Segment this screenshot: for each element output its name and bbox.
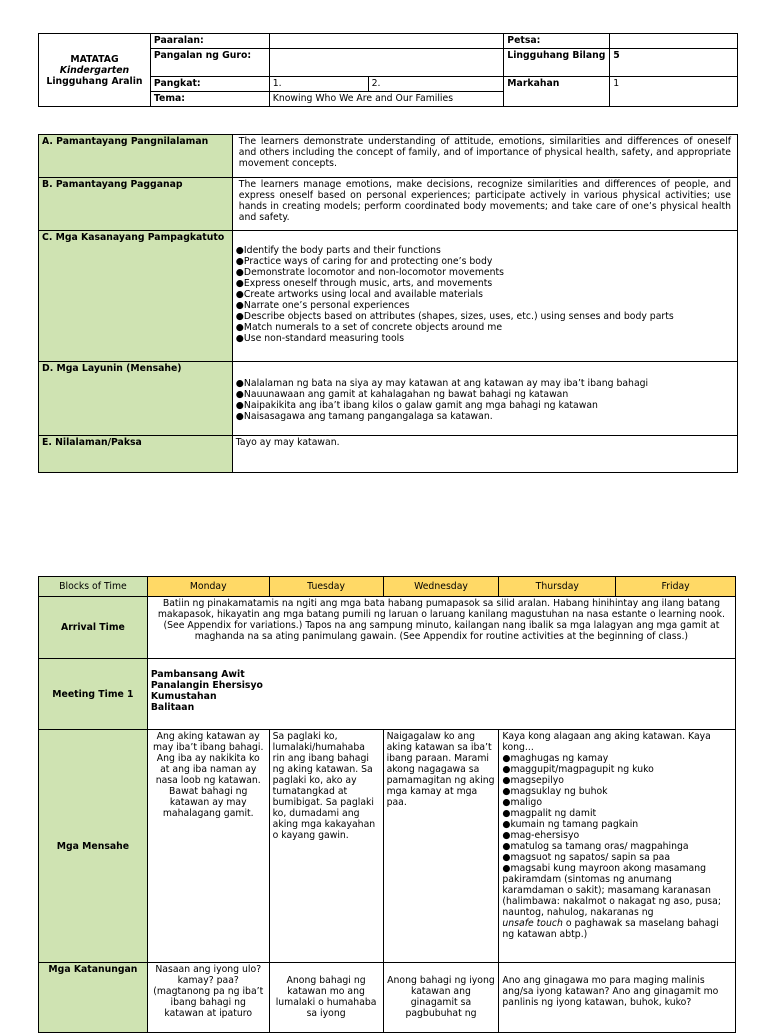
pangkat-1: 1. bbox=[269, 77, 368, 92]
mensahe-thursday: Kaya kong alagaan ang aking katawan. Kaya kong... ● maghugas ng kamay ● maggupit/magpagupit ng kuko ● magsepilyo ● magsuklay ng buhok ● maligo ● magpalit ng damit ● kumain ng tamang pagkain ● mag-ehersisyo ● matulog sa tamang oras/ magpahinga ● magsuot ng sapatos/ sapin sa paa ● magsabi kung mayroon akong masamang pakiramdam (sintomas ng anumang karamdaman o sakit); masamang karanasan (halimbawa: nakalmot o nakagat ng aso, pusa; nauntog, nahulog, nakaranas ng unsafe touch o paghawak sa maselang bahagi ng katawan abtp.) bbox=[499, 730, 736, 963]
list-item: ● maggupit/magpagupit ng kuko bbox=[502, 764, 732, 775]
list-item: ● Naisasagawa ang tamang pangangalaga sa katawan. bbox=[236, 411, 734, 422]
petsa-label: Petsa: bbox=[504, 34, 610, 49]
standard-a-text: The learners demonstrate understanding of attitude, emotions, similarities and differences of oneself and others including the concept of family, and of importance of physical health, safety, and appropriate movement concepts. bbox=[232, 135, 737, 178]
markahan-value: 1 bbox=[610, 77, 738, 107]
list-item: ● maligo bbox=[502, 797, 732, 808]
col-wednesday: Wednesday bbox=[383, 577, 499, 597]
list-item: ● magpalit ng damit bbox=[502, 808, 732, 819]
list-item: ● magsuot ng sapatos/ sapin sa paa bbox=[502, 852, 732, 863]
list-item: ● mag-ehersisyo bbox=[502, 830, 732, 841]
mensahe-wednesday: Naigagalaw ko ang aking katawan sa iba’t ibang paraan. Marami akong nagagawa sa pamamagitan ng aking mga kamay at mga paa. bbox=[383, 730, 499, 963]
pangkat-2: 2. bbox=[368, 77, 504, 92]
lingguhang-value: 5 bbox=[610, 49, 738, 77]
list-item: ● Naipakikita ang iba’t ibang kilos o galaw gamit ang mga bahagi ng katawan bbox=[236, 400, 734, 411]
list-item: ● kumain ng tamang pagkain bbox=[502, 819, 732, 830]
meeting-time-label: Meeting Time 1 bbox=[39, 659, 148, 730]
lesson-title: MATATAG Kindergarten Lingguhang Aralin bbox=[39, 34, 151, 107]
standard-e-text: Tayo ay may katawan. bbox=[232, 436, 737, 473]
col-blocks-of-time: Blocks of Time bbox=[39, 577, 148, 597]
markahan-label: Markahan bbox=[504, 77, 610, 107]
standard-d-list bbox=[232, 362, 737, 436]
mensahe-label: Mga Mensahe bbox=[39, 730, 148, 963]
list-item: ● Use non-standard measuring tools bbox=[236, 333, 734, 344]
standard-b-label: B. Pamantayang Pagganap bbox=[39, 178, 233, 231]
list-item: ● Demonstrate locomotor and non-locomotor movements bbox=[236, 267, 734, 278]
list-item: ● Create artworks using local and available materials bbox=[236, 289, 734, 300]
katanungan-tuesday: Anong bahagi ng katawan mo ang lumalaki o humahaba sa iyong bbox=[269, 963, 383, 1033]
list-item: ● Practice ways of caring for and protecting one’s body bbox=[236, 256, 734, 267]
standards-table bbox=[38, 134, 738, 473]
guro-label: Pangalan ng Guro: bbox=[150, 49, 269, 77]
mensahe-monday: Ang aking katawan ay may iba’t ibang bahagi. Ang iba ay nakikita ko at ang iba naman ay nasa loob ng katawan. Bawat bahagi ng katawan ay may mahalagang gamit. bbox=[147, 730, 269, 963]
petsa-value bbox=[610, 34, 738, 49]
list-item: ● Express oneself through music, arts, and movements bbox=[236, 278, 734, 289]
tema-label: Tema: bbox=[150, 92, 269, 107]
paaralan-label: Paaralan: bbox=[150, 34, 269, 49]
list-item: ● matulog sa tamang oras/ magpahinga bbox=[502, 841, 732, 852]
standard-e-label: E. Nilalaman/Paksa bbox=[39, 436, 233, 473]
list-item: ● Narrate one’s personal experiences bbox=[236, 300, 734, 311]
list-item: ● magsuklay ng buhok bbox=[502, 786, 732, 797]
col-thursday: Thursday bbox=[499, 577, 616, 597]
standard-a-label: A. Pamantayang Pangnilalaman bbox=[39, 135, 233, 178]
list-item: ● Nalalaman ng bata na siya ay may katawan at ang katawan ay may iba’t ibang bahagi bbox=[236, 378, 734, 389]
lingguhang-label: Lingguhang Bilang bbox=[504, 49, 610, 77]
list-item: ● Match numerals to a set of concrete objects around me bbox=[236, 322, 734, 333]
pangkat-label: Pangkat: bbox=[150, 77, 269, 92]
standard-c-list bbox=[232, 231, 737, 362]
standard-c-label: C. Mga Kasanayang Pampagkatuto bbox=[39, 231, 233, 362]
list-item: ● maghugas ng kamay bbox=[502, 753, 732, 764]
arrival-time-label: Arrival Time bbox=[39, 597, 148, 659]
schedule-table bbox=[38, 576, 736, 1033]
col-tuesday: Tuesday bbox=[269, 577, 383, 597]
katanungan-thursday: Ano ang ginagawa mo para maging malinis ang/sa iyong katawan? Ano ang ginagamit mo panlinis ng iyong katawan, buhok, kuko? bbox=[499, 963, 736, 1033]
katanungan-monday: Nasaan ang iyong ulo? kamay? paa? (magtanong pa ng iba’t ibang bahagi ng katawan at ipaturo bbox=[147, 963, 269, 1033]
mensahe-tuesday: Sa paglaki ko, lumalaki/humahaba rin ang ibang bahagi ng aking katawan. Sa paglaki ko, ako ay tumatangkad at bumibigat. Sa paglaki ko, dumadami ang aking mga kakayahan o kayang gawin. bbox=[269, 730, 383, 963]
header-table bbox=[38, 33, 738, 107]
list-item: ● magsabi kung mayroon akong masamang pakiramdam (sintomas ng anumang karamdaman o sakit); masamang karanasan (halimbawa: nakalmot o nakagat ng aso, pusa; nauntog, nahulog, nakaranas ng bbox=[502, 863, 732, 918]
paaralan-value bbox=[269, 34, 504, 49]
list-item: ● magsepilyo bbox=[502, 775, 732, 786]
standard-b-text: The learners manage emotions, make decisions, recognize similarities and differences of people, and express oneself based on personal experiences; participate actively in various physical activities; use hands in creating models; perform coordinated body movements; and take care of one’s physical health and safety. bbox=[232, 178, 737, 231]
list-item: ● Nauunawaan ang gamit at kahalagahan ng bawat bahagi ng katawan bbox=[236, 389, 734, 400]
katanungan-wednesday: Anong bahagi ng iyong katawan ang ginagamit sa pagbubuhat ng bbox=[383, 963, 499, 1033]
list-item: ● Identify the body parts and their functions bbox=[236, 245, 734, 256]
col-monday: Monday bbox=[147, 577, 269, 597]
katanungan-label: Mga Katanungan bbox=[39, 963, 148, 1033]
list-item: ● Describe objects based on attributes (shapes, sizes, uses, etc.) using senses and body parts bbox=[236, 311, 734, 322]
standard-d-label: D. Mga Layunin (Mensahe) bbox=[39, 362, 233, 436]
col-friday: Friday bbox=[616, 577, 736, 597]
meeting-time-items: Pambansang Awit Panalangin Ehersisyo Kumustahan Balitaan bbox=[147, 659, 735, 730]
tema-value: Knowing Who We Are and Our Families bbox=[269, 92, 504, 107]
arrival-time-text: Batiin ng pinakamatamis na ngiti ang mga bata habang pumapasok sa silid aralan. Habang hinihintay ang ilang batang makapasok, hikayatin ang mga batang pumili ng laruan o laruang kanilang magustuhan na nasa estante o learning nook. (See Appendix for variations.) Tapos na ang sampung minuto, kailangan nang ibalik sa mga lalagyan ang mga gamit at maghanda na sa ating panimulang gawain. (See Appendix for routine activities at the beginning of class.) bbox=[147, 597, 735, 659]
guro-value bbox=[269, 49, 504, 77]
